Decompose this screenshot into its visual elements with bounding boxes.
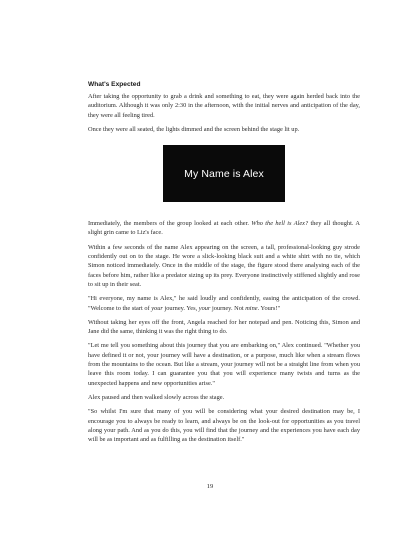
page-number: 19 <box>206 483 214 490</box>
paragraph-3-end: they all thought. A slight grin came to Liz's face. <box>88 220 360 237</box>
paragraph-3-italic: Who the hell is Alex? <box>251 220 309 228</box>
section-heading: What's Expected <box>88 81 141 88</box>
paragraph-3-start: Immediately, the members of the group looked at each other. <box>88 220 252 228</box>
paragraph-5-start: "Hi everyone, my name is Alex," he said loudly and confidently, easing the anticipation of the crowd. "Welcome to the start of <box>88 295 360 312</box>
paragraph-5-italic-2: your <box>198 304 211 312</box>
paragraph-5-end: . Yours!" <box>257 304 281 312</box>
screen-text: My Name is Alex <box>184 167 264 180</box>
paragraph-7: "Let me tell you something about this journey that you are embarking on," Alex continued. "Whether you have defined it or not, your journey will have a destination, or a purpose, much like when a stream flows from the mountains to the ocean. But like a stream, your journey will not be a straight line from when you leave this room today. I can guarantee you that you will experience many twists and turns as the unexpected happens and new opportunities arise." <box>88 342 360 387</box>
paragraph-6: Without taking her eyes off the front, Angela reached for her notepad and pen. Noticing this, Simon and Jane did the same, thinking it was the right thing to do. <box>88 318 360 336</box>
paragraph-8: Alex paused and then walked slowly across the stage. <box>88 393 225 401</box>
paragraph-5-italic-3: mine <box>245 304 258 312</box>
paragraph-5-mid-1: journey. Yes, <box>162 304 199 312</box>
paragraph-5-mid-2: journey. Not <box>210 304 246 312</box>
paragraph-4: Within a few seconds of the name Alex appearing on the screen, a tall, professional-looking guy strode confidently out on to the stage. He wore a slick-looking black suit and a white shirt with no tie, which Simon noticed immediately. Once in the middle of the stage, the figure stood there analysing each of the faces before him, rather like a predator sizing up its prey. Everyone instinctively stiffened slightly and rose to sit up in their seat. <box>88 243 360 288</box>
paragraph-3 <box>88 219 360 238</box>
paragraph-1: After taking the opportunity to grab a drink and something to eat, they were again herded back into the auditorium. Although it was only 2:30 in the afternoon, with the initial nerves and anticipation of the day, they were all feeling tired. <box>88 93 360 119</box>
paragraph-2: Once they were all seated, the lights dimmed and the screen behind the stage lit up. <box>88 125 300 133</box>
paragraph-9: "So whilst I'm sure that many of you will be considering what your desired destination may be, I encourage you to always be ready to learn, and always be on the look-out for opportunities as you travel along your path. And as you do this, you will find that the journey and the experiences you have each day will be as important and as fulfilling as the destination itself." <box>88 408 360 444</box>
paragraph-5 <box>88 294 360 313</box>
paragraph-5-italic-1: your <box>151 304 163 312</box>
page-body <box>88 80 360 449</box>
stage-screen-image <box>163 145 285 202</box>
